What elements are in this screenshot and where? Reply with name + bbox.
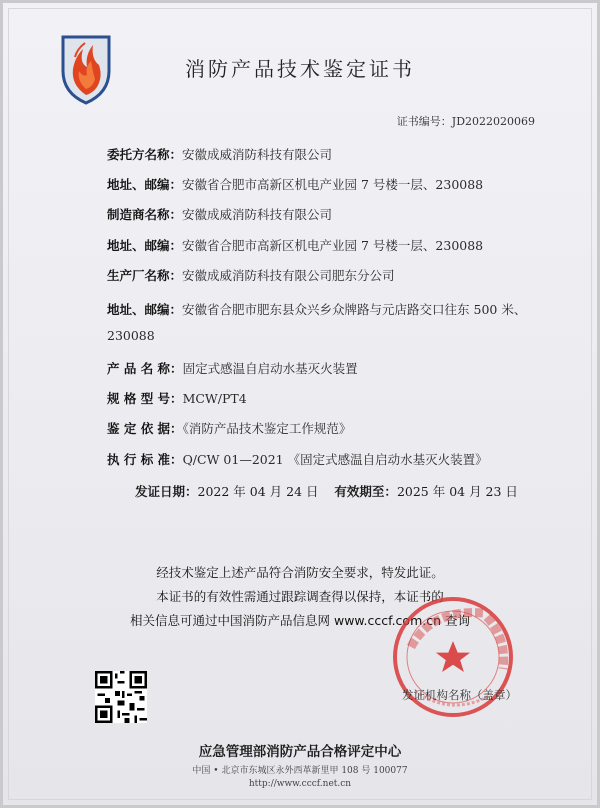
field-value: 安徽成威消防科技有限公司	[182, 207, 333, 222]
field-standard	[107, 451, 488, 469]
field-label: 制造商名称：	[107, 207, 183, 222]
field-label: 委托方名称：	[107, 147, 183, 162]
field-label: 地址、邮编：	[107, 177, 183, 192]
issuer-seal-label: 发证机构名称（盖章）	[402, 688, 517, 702]
issue-date-label: 发证日期：	[135, 484, 198, 499]
field-manufacturer-address	[107, 237, 483, 255]
field-value: 安徽省合肥市高新区机电产业园 7 号楼一层、230088	[182, 177, 484, 192]
issue-date-value: 2022 年 04 月 24 日	[197, 484, 319, 499]
field-label: 执 行 标 准：	[107, 452, 183, 467]
field-product-name	[107, 360, 358, 378]
field-factory-address	[107, 297, 527, 349]
field-value: MCW/PT4	[182, 391, 247, 406]
certificate-dates	[135, 482, 518, 500]
field-value: 《消防产品技术鉴定工作规范》	[182, 421, 352, 436]
expiry-date-value: 2025 年 04 月 23 日	[396, 484, 518, 499]
statement-line-1: 经技术鉴定上述产品符合消防安全要求，特发此证。	[156, 565, 444, 580]
issuer-website-link[interactable]: http://www.cccf.net.cn	[248, 779, 352, 789]
statement-line-3: 相关信息可通过中国消防产品信息网 www.cccf.com.cn 查询	[130, 613, 470, 628]
certificate-number	[397, 113, 535, 129]
issuer-address: 中国 • 北京市东城区永外西革新里甲 108 号 100077	[192, 766, 408, 776]
field-model	[107, 390, 247, 408]
field-label: 产 品 名 称：	[107, 361, 183, 376]
qr-code-icon	[95, 671, 147, 723]
field-value: 安徽成威消防科技有限公司肥东分公司	[182, 268, 395, 283]
field-value: 安徽省合肥市高新区机电产业园 7 号楼一层、230088	[182, 238, 484, 253]
field-label: 地址、邮编：	[107, 302, 183, 317]
field-label: 地址、邮编：	[107, 238, 183, 253]
issuer-organization: 应急管理部消防产品合格评定中心	[198, 744, 402, 760]
field-label: 规 格 型 号：	[107, 391, 183, 406]
field-value: 安徽省合肥市肥东县众兴乡众牌路与元店路交口往东 500 米、230088	[107, 302, 527, 343]
expiry-date-label: 有效期至：	[334, 484, 397, 499]
field-factory-name	[107, 267, 395, 285]
certificate-number-value: JD2022020069	[451, 115, 535, 128]
field-client-name	[107, 146, 332, 164]
statement-line-2: 本证书的有效性需通过跟踪调查得以保持，本证书的	[156, 589, 444, 604]
field-value: 安徽成威消防科技有限公司	[182, 147, 333, 162]
field-label: 生产厂名称：	[107, 268, 183, 283]
field-basis	[107, 420, 351, 438]
certificate-number-label: 证书编号：	[396, 115, 452, 128]
field-value: Q/CW 01—2021 《固定式感温自启动水基灭火装置》	[182, 452, 488, 467]
field-client-address	[107, 176, 483, 194]
field-label: 鉴 定 依 据：	[107, 421, 183, 436]
field-manufacturer-name	[107, 206, 332, 224]
field-value: 固定式感温自启动水基灭火装置	[182, 361, 358, 376]
certificate-title: 消防产品技术鉴定证书	[185, 57, 415, 81]
